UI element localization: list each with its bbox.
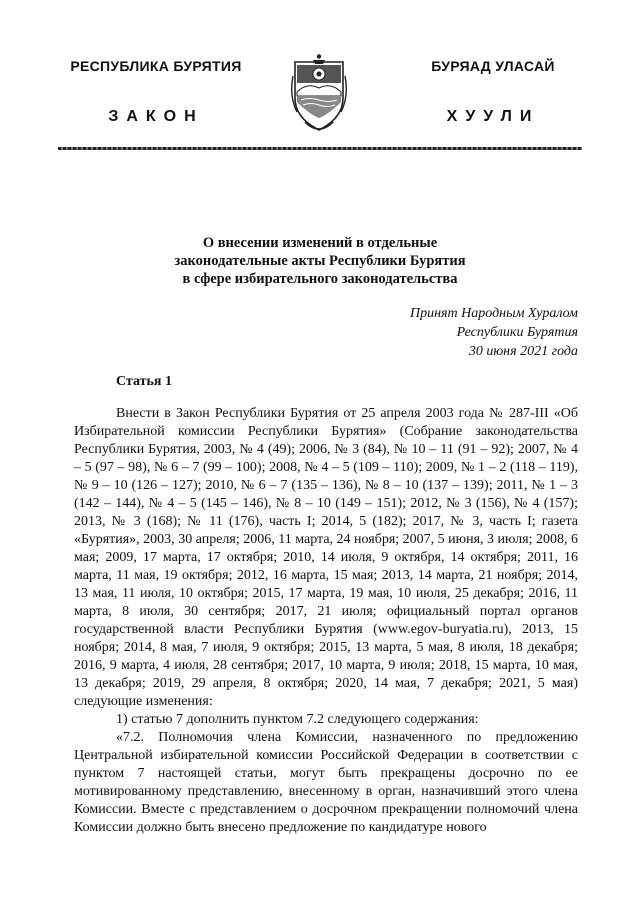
adoption-note-line-2: Республики Бурятия bbox=[456, 325, 578, 340]
document-header bbox=[0, 0, 640, 160]
body-paragraph: 1) статью 7 дополнить пунктом 7.2 следующего содержания: bbox=[116, 712, 479, 727]
adoption-note-line-1: Принят Народным Хуралом bbox=[409, 306, 578, 321]
header-right-title: БУРЯАД УЛАСАЙ bbox=[431, 58, 555, 74]
body-paragraph: «7.2. Полномочия члена Комиссии, назначенного по предложению Центральной избирательной комиссии Российской Федерации в соответствии с пунктом 7 настоящей статьи, могут быть прекращены досрочно по ее мотивированному представлению, внесенному в орган, назначивший этого члена Комиссии. Вместе с представлением о досрочном прекращении полномочий члена Комиссии должно быть внесено предложение по кандидатуре нового bbox=[74, 730, 578, 835]
body-paragraph: Внести в Закон Республики Бурятия от 25 апреля 2003 года № 287-III «Об Избирательной комиссии Республики Бурятия» (Собрание законодательства Республики Бурятия, 2003, № 4 (49); 2006, № 3 (84), № 10 – 11 (91 – 92); 2007, № 4 – 5 (97 – 98), № 6 – 7 (99 – 100); 2008, № 4 – 5 (109 – 110); 2009, № 1 – 2 (118 – 119), № 9 – 10 (126 – 127); 2010, № 6 – 7 (135 – 136), № 8 – 10 (137 – 139); 2011, № 1 – 3 (142 – 144), № 4 – 5 (145 – 146), № 8 – 10 (149 – 151); 2012, № 3 (156), № 4 (157); 2013, № 3 (168); № 11 (176), часть I; 2014, 5 (182); 2017, № 3, часть I; газета «Бурятия», 2003, 30 апреля; 2006, 11 марта, 24 ноября; 2007, 5 июня, 3 июля; 2008, 6 мая; 2009, 17 марта, 17 октября; 2010, 14 июля, 9 октября, 14 октября; 2011, 16 марта, 11 мая, 19 октября; 2012, 16 марта, 15 мая; 2013, 14 марта, 21 ноября; 2014, 13 мая, 11 июля, 10 октября; 2015, 17 марта, 19 мая, 10 июля, 25 декабря; 2016, 11 марта, 8 июля, 30 сентября; 2017, 21 июля; официальный портал органов государственной власти Республики Бурятия (www.egov-buryatia.ru), 2013, 15 ноября; 2014, 8 мая, 7 июля, 9 октября; 2015, 13 марта, 5 мая, 8 июля, 18 декабря; 2016, 9 марта, 4 июля, 28 сентября; 2017, 10 марта, 9 июля; 2018, 15 марта, 10 мая, 13 декабря; 2019, 29 апреля, 8 октября; 2020, 14 мая, 7 декабря; 2021, 5 мая) следующие изменения: bbox=[74, 406, 578, 709]
law-title-line-2: законодательные акты Республики Бурятия bbox=[174, 253, 466, 269]
law-title-line-1: О внесении изменений в отдельные bbox=[202, 235, 438, 251]
article-heading: Статья 1 bbox=[116, 374, 172, 389]
law-title bbox=[80, 234, 560, 288]
header-divider bbox=[58, 147, 582, 150]
law-title-line-3: в сфере избирательного законодательства bbox=[182, 271, 458, 287]
coat-of-arms-icon bbox=[289, 52, 349, 136]
adoption-note bbox=[410, 304, 578, 361]
header-right-law-word: ХУУЛИ bbox=[446, 108, 540, 125]
article-body bbox=[74, 405, 578, 837]
header-left-law-word: ЗАКОН bbox=[108, 108, 204, 125]
adoption-date: 30 июня 2021 года bbox=[468, 344, 578, 359]
header-left-title: РЕСПУБЛИКА БУРЯТИЯ bbox=[70, 58, 242, 74]
